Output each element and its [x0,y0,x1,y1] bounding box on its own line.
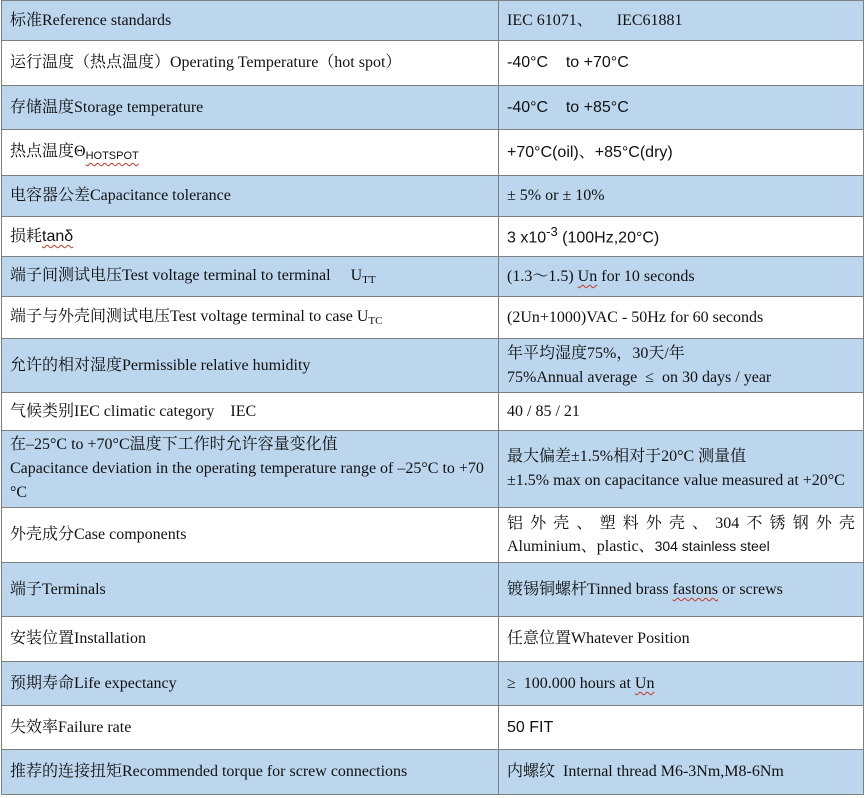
spec-value: 任意位置Whatever Position [499,617,864,662]
spec-value: -40°C to +85°C [499,86,864,130]
table-row [2,662,864,706]
table-row [2,41,864,86]
table-row [2,393,864,431]
table-row [2,130,864,176]
spec-value: 年平均湿度75%，30天/年 75%Annual average ≤ on 30 days / year [499,339,864,393]
hotspot-subscript: HOTSPOT [85,150,139,163]
spec-label: 标准Reference standards [2,1,499,41]
table-row [2,508,864,563]
table-row [2,176,864,217]
spec-value: 40 / 85 / 21 [499,393,864,431]
spec-value: -40°C to +70°C [499,41,864,86]
table-row [2,297,864,339]
spec-value: ≥ 100.000 hours at Un [499,662,864,706]
spec-label: 端子间测试电压Test voltage terminal to terminal $U_{TT}$ [2,257,499,297]
table-row [2,706,864,750]
spec-label: 运行温度（热点温度）Operating Temperature（hot spot） [2,41,499,86]
spec-value: 最大偏差±1.5%相对于20°C 测量值 ±1.5% max on capacitance value measured at +20°C [499,431,864,508]
tan-delta-symbol: tanδ [42,227,74,245]
hotspot-label: 热点温度Θ [10,143,86,161]
specification-table [1,0,864,795]
table-row [2,431,864,508]
spec-value: 铝外壳、塑料外壳、304不锈钢外壳 Aluminium、plastic、304 stainless steel [499,508,864,563]
spec-value: ± 5% or ± 10% [499,176,864,217]
spec-label: 预期寿命Life expectancy [2,662,499,706]
spec-value: +70°C(oil)、+85°C(dry) [499,130,864,176]
table-row [2,1,864,41]
spec-value: 内螺纹 Internal thread M6-3Nm,M8-6Nm [499,750,864,795]
spec-label: 端子Terminals [2,563,499,617]
spec-label: 电容器公差Capacitance tolerance [2,176,499,217]
spec-value: 50 FIT [499,706,864,750]
loss-label: 损耗 [10,227,43,245]
standard-iec61881: IEC61881 [616,11,683,29]
spec-label: 安装位置Installation [2,617,499,662]
spec-value: 3 $x10^{-3}$ (100Hz,20°C) [499,217,864,257]
spec-label [2,217,499,257]
table-row [2,86,864,130]
spec-label: 失效率Failure rate [2,706,499,750]
table-row [2,217,864,257]
spec-value [499,1,864,41]
spec-value: (2Un+1000)VAC - 50Hz for 60 seconds [499,297,864,339]
table-row [2,257,864,297]
spec-label: 推荐的连接扭矩Recommended torque for screw connections [2,750,499,795]
spec-label: 气候类别IEC climatic category IEC [2,393,499,431]
spec-label: 存储温度Storage temperature [2,86,499,130]
spec-label: 在–25°C to +70°C温度下工作时允许容量变化值 Capacitance deviation in the operating temperature range of –25°C to +70 °C [2,431,499,508]
spec-label: 外壳成分Case components [2,508,499,563]
spec-label: 端子与外壳间测试电压Test voltage terminal to case $U_{TC}$ [2,297,499,339]
spec-label [2,130,499,176]
spec-value: (1.3～1.5) Un for 10 seconds [499,257,864,297]
spec-value: 镀锡铜螺杆Tinned brass fastons or screws [499,563,864,617]
standard-iec61071: IEC 61071、 [507,11,593,29]
table-row [2,339,864,393]
table-row [2,617,864,662]
table-row [2,750,864,795]
table-row [2,563,864,617]
spec-label: 允许的相对湿度Permissible relative humidity [2,339,499,393]
